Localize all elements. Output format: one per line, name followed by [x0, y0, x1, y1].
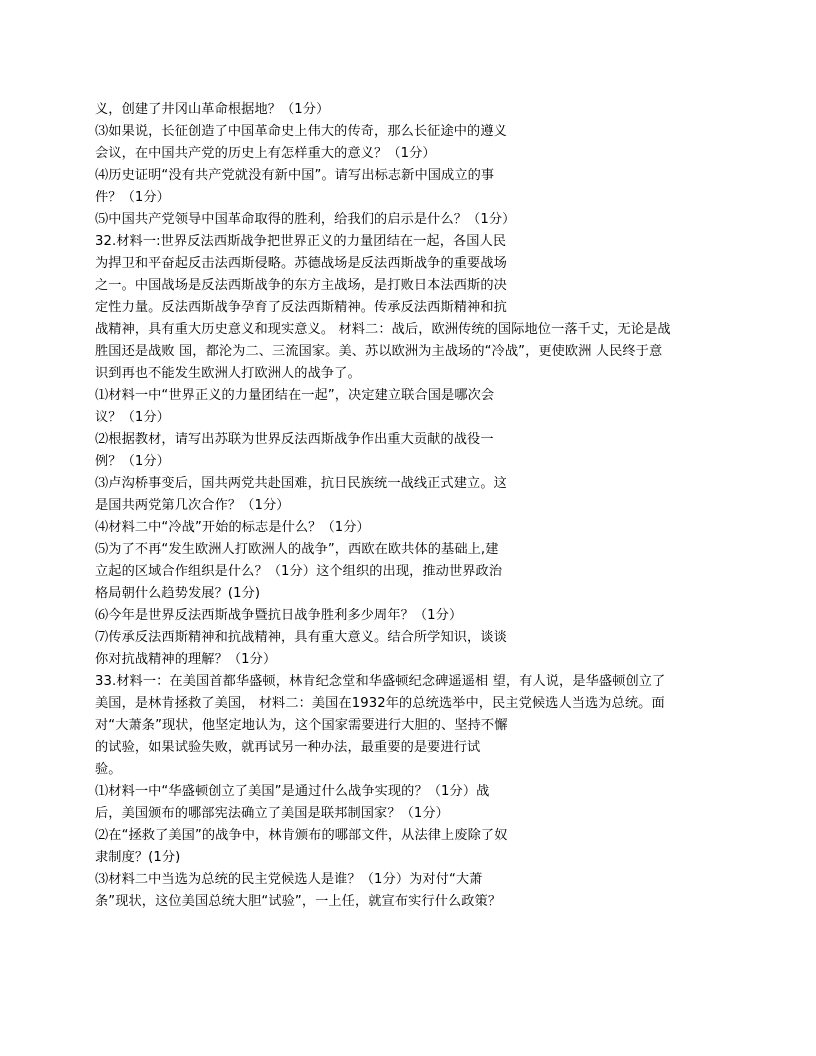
- text-line: ⑹今年是世界反法西斯战争暨抗日战争胜利多少周年？（1分）: [95, 608, 463, 623]
- text-line: 胜国还是战败 国，都沦为二、三流国家。美、苏以欧洲为主战场的“冷战”，更使欧洲 人民终于意: [95, 344, 663, 359]
- text-line: 会议，在中国共产党的历史上有怎样重大的意义？（1分）: [95, 146, 436, 161]
- text-line: ⑵在“拯救了美国”的战争中，林肯颁布的哪部文件，从法律上废除了奴: [95, 828, 508, 843]
- text-line: 立起的区域合作组织是什么？（1分）这个组织的出现，推动世界政治: [95, 564, 503, 579]
- text-line: ⑺传承反法西斯精神和抗战精神，具有重大意义。结合所学知识，谈谈: [95, 630, 507, 645]
- text-line: 你对抗战精神的理解？（1分）: [95, 652, 277, 667]
- text-line: ⑴材料一中“华盛顿创立了美国”是通过什么战争实现的？（1分）战: [95, 784, 490, 799]
- text-line: 的试验，如果试验失败，就再试另一种办法，最重要的是要进行试: [95, 740, 481, 755]
- text-line: 件？（1分）: [95, 190, 170, 205]
- text-line: 隶制度？(1分): [95, 850, 181, 865]
- text-line: 义，创建了井冈山革命根据地？（1分）: [95, 102, 330, 117]
- text-line: 33.材料一：在美国首都华盛顿，林肯纪念堂和华盛顿纪念碑遥遥相 望，有人说，是华盛顿创立了: [95, 674, 666, 689]
- text-line: 识到再也不能发生欧洲人打欧洲人的战争了。: [95, 366, 361, 381]
- text-line: ⑷材料二中“冷战”开始的标志是什么？（1分）: [95, 520, 370, 535]
- text-line: 32.材料一:世界反法西斯战争把世界正义的力量团结在一起，各国人民: [95, 234, 507, 249]
- text-line: ⑸为了不再“发生欧洲人打欧洲人的战争”，西欧在欧共体的基础上,建: [95, 542, 499, 557]
- text-line: 为捍卫和平奋起反击法西斯侵略。苏德战场是反法西斯战争的重要战场: [95, 256, 507, 271]
- text-line: 之一。中国战场是反法西斯战争的东方主战场，是打败日本法西斯的决: [95, 278, 507, 293]
- text-line: ⑷历史证明“没有共产党就没有新中国”。请写出标志新中国成立的事: [95, 168, 495, 183]
- text-line: ⑶材料二中当选为总统的民主党候选人是谁？（1分）为对付“大萧: [95, 872, 483, 887]
- text-line: 后，美国颁布的哪部宪法确立了美国是联邦制国家？（1分）: [95, 806, 449, 821]
- text-line: 定性力量。反法西斯战争孕育了反法西斯精神。传承反法西斯精神和抗: [95, 300, 507, 315]
- text-line: 是国共两党第几次合作？（1分）: [95, 498, 290, 513]
- text-line: 条”现状，这位美国总统大胆“试验”，一上任，就宣布实行什么政策？: [95, 894, 502, 909]
- text-line: 例？（1分）: [95, 454, 170, 469]
- text-line: ⑵根据教材，请写出苏联为世界反法西斯战争作出重大贡献的战役一: [95, 432, 494, 447]
- text-line: ⑶卢沟桥事变后，国共两党共赴国难，抗日民族统一战线正式建立。这: [95, 476, 507, 491]
- text-line: 议？（1分）: [95, 410, 170, 425]
- text-line: 格局朝什么趋势发展？(1分): [95, 586, 261, 601]
- text-line: ⑸中国共产党领导中国革命取得的胜利，给我们的启示是什么？（1分）: [95, 212, 516, 227]
- text-line: ⑶如果说，长征创造了中国革命史上伟大的传奇，那么长征途中的遵义: [95, 124, 507, 139]
- text-line: 战精神，具有重大历史意义和现实意义。 材料二：战后，欧洲传统的国际地位一落千丈，无论是战: [95, 322, 671, 337]
- text-line: ⑴材料一中“世界正义的力量团结在一起”，决定建立联合国是哪次会: [95, 388, 495, 403]
- text-line: 验。: [95, 762, 122, 777]
- text-line: 美国，是林肯拯救了美国， 材料二：美国在1932年的总统选举中，民主党候选人当选为总统。面: [95, 696, 665, 711]
- text-line: 对“大萧条”现状，他坚定地认为，这个国家需要进行大胆的、坚持不懈: [95, 718, 508, 733]
